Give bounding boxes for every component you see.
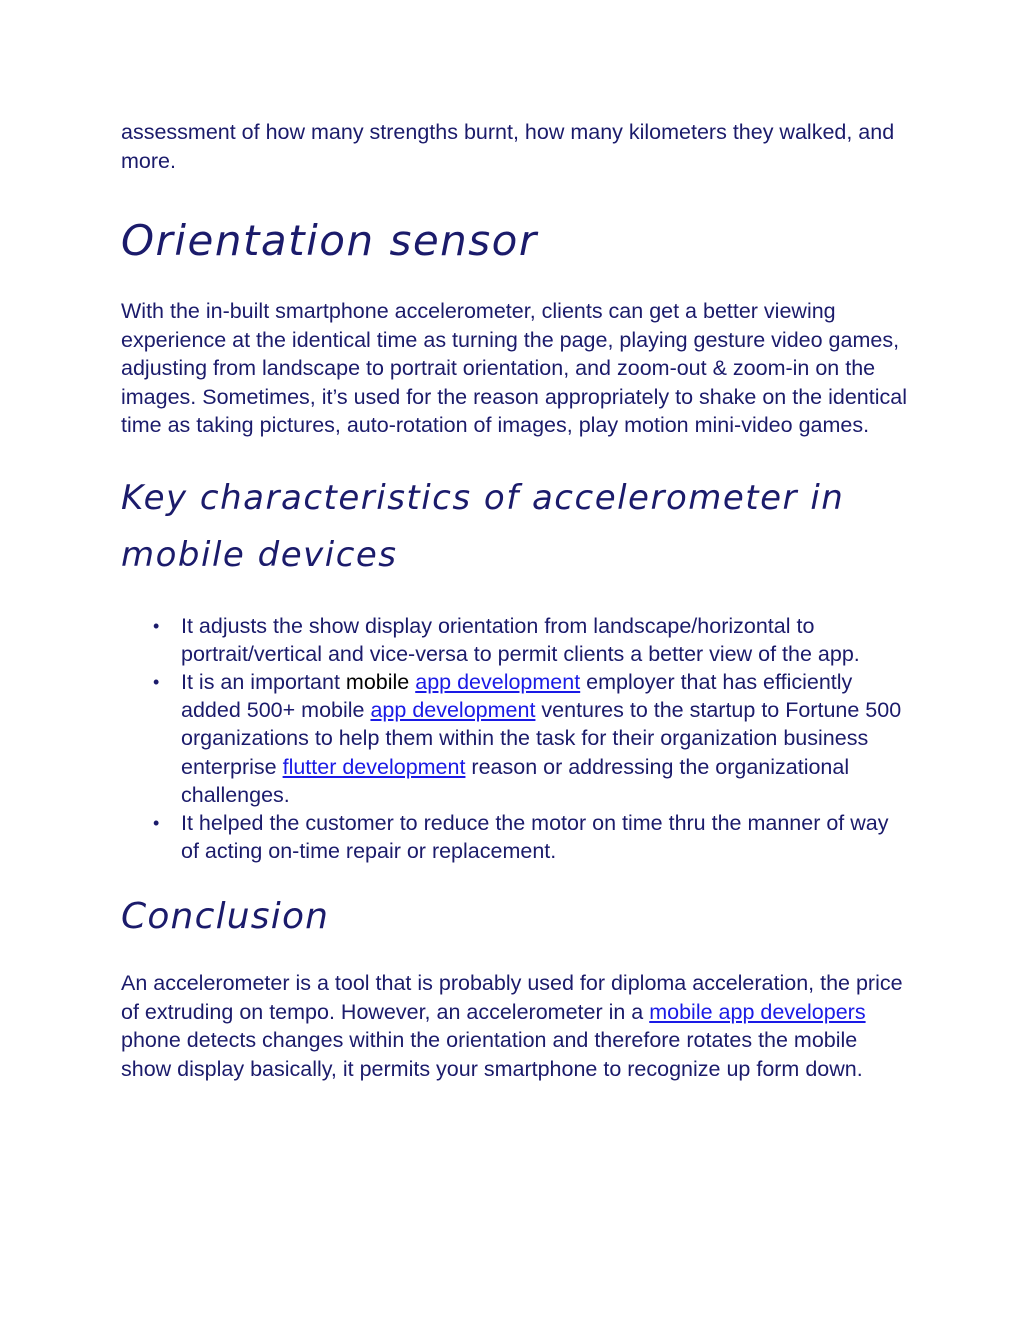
list-item: • It adjusts the show display orientation from landscape/horizontal to portrait/vertical and vice-versa to permit clients a better view of the app.	[181, 612, 911, 668]
document-page	[121, 118, 911, 1083]
list-item-text: It is an important	[181, 669, 346, 694]
conclusion-text: An accelerometer is a tool that is probably used for diploma acceleration, the price of extruding on tempo. However, an accelerometer in a	[121, 971, 903, 1024]
conclusion-paragraph	[121, 969, 911, 1083]
list-item-text: employer that has efficiently added 500+ mobile	[181, 669, 853, 723]
list-item: • It helped the customer to reduce the motor on time thru the manner of way of acting on-time repair or replacement.	[181, 809, 911, 865]
list-item	[181, 668, 911, 809]
mobile-app-developers-link[interactable]: mobile app developers	[649, 999, 866, 1024]
conclusion-heading: Conclusion	[121, 896, 330, 938]
app-development-link-2[interactable]: app development	[370, 698, 536, 723]
list-item-text: ventures to the startup to Fortune 500 organizations to help them within the task for their organization business enterprise	[181, 698, 902, 779]
orientation-paragraph: With the in-built smartphone accelerometer, clients can get a better viewing experience at the identical time as turning the page, playing gesture video games, adjusting from landscape to portrait orientation, and zoom-out & zoom-in on the images. Sometimes, it’s used for the reason appropriately to shake on the identical time as taking pictures, auto-rotation of images, play motion mini-video games.	[121, 299, 907, 437]
flutter-development-link[interactable]: flutter development	[282, 754, 466, 779]
orientation-heading: Orientation sensor	[121, 216, 538, 265]
app-development-link[interactable]: app development	[415, 669, 581, 694]
list-item-text: reason or addressing the organizational challenges.	[181, 754, 850, 807]
mobile-word: mobile	[345, 669, 410, 694]
conclusion-text: phone detects changes within the orientation and therefore rotates the mobile show display basically, it permits your smartphone to recognize up form down.	[121, 1028, 863, 1081]
intro-paragraph: assessment of how many strengths burnt, how many kilometers they walked, and more.	[121, 120, 895, 173]
characteristics-list	[121, 612, 911, 866]
key-characteristics-heading: Key characteristics of accelerometer in mobile devices	[121, 477, 845, 575]
